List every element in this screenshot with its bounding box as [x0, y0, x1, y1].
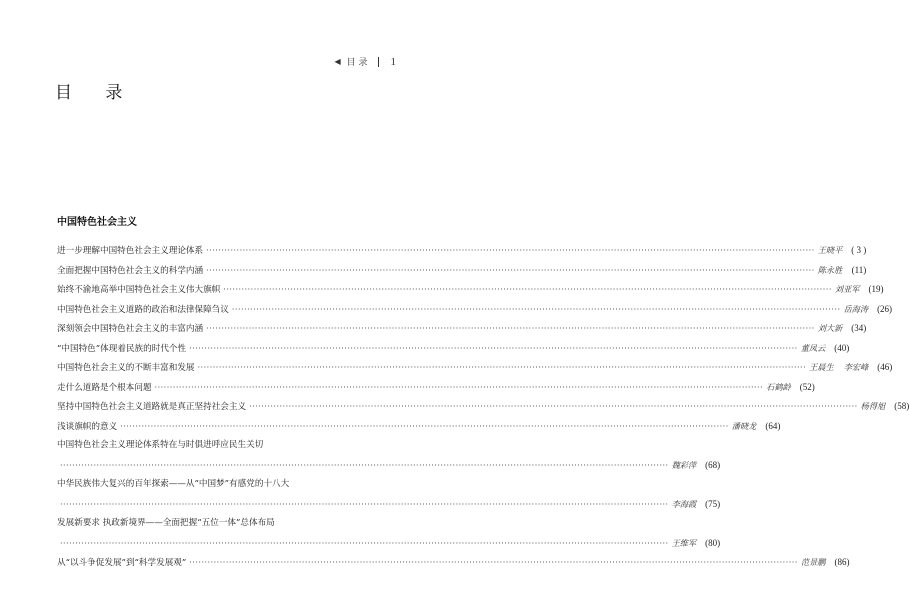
- toc-entry-title: 深刻领会中国特色社会主义的丰富内涵: [57, 324, 204, 334]
- toc-entry[interactable]: [57, 358, 893, 378]
- toc-entry-title: 进一步理解中国特色社会主义理论体系: [57, 246, 204, 256]
- leader-dots: ········································································································································································································: [206, 324, 815, 333]
- leader-dots: ········································································································································································································: [206, 265, 815, 275]
- toc-entry-title: 走什么道路是个根本问题: [57, 382, 152, 393]
- toc-entry-page: (19): [868, 284, 884, 294]
- toc-entry[interactable]: [57, 319, 867, 339]
- toc-entry-title: 发展新要求 执政新境界——全面把握“五位一体”总体布局: [57, 518, 275, 528]
- toc-entry-page: ( 3 ): [851, 245, 867, 255]
- toc-entry[interactable]: [57, 241, 867, 261]
- toc-entry-author: 潘晓龙: [731, 420, 757, 431]
- toc-entry-page: (80): [705, 537, 721, 548]
- toc-entry[interactable]: [57, 475, 377, 495]
- leader-dots: ········································································································································································································: [206, 246, 815, 255]
- toc-entry-title: 中国特色社会主义道路的政治和法律保障刍议: [57, 304, 229, 315]
- toc-entry[interactable]: [57, 378, 815, 398]
- toc-title: 目 录: [55, 83, 137, 103]
- toc-entry-page: (58): [894, 401, 909, 411]
- table-of-contents: [57, 241, 909, 573]
- toc-entry-title: 中华民族伟大复兴的百年探索——从“中国梦”有感党的十八大: [57, 479, 290, 489]
- leader-dots: ········································································································································································································: [120, 421, 729, 431]
- toc-entry[interactable]: [57, 397, 909, 417]
- toc-entry-page: (86): [834, 557, 850, 567]
- leader-dots: ········································································································································································································: [189, 558, 798, 567]
- toc-entry[interactable]: [57, 534, 721, 554]
- toc-entry-author: 刘亚军: [834, 284, 860, 294]
- toc-entry-title: 浅谈旗帜的意义: [57, 421, 118, 432]
- toc-entry[interactable]: [57, 436, 377, 456]
- toc-entry-author: 范景鹏: [800, 557, 826, 567]
- toc-entry-title: “中国特色”体现着民族的时代个性: [57, 343, 187, 354]
- toc-entry-title: 中国特色社会主义的不断丰富和发展: [57, 363, 195, 373]
- leader-dots: ········································································································································································································: [223, 285, 832, 294]
- toc-entry-page: (68): [705, 459, 721, 470]
- toc-entry[interactable]: [57, 514, 377, 534]
- toc-entry[interactable]: [57, 280, 884, 300]
- page-number: 1: [390, 55, 396, 68]
- toc-entry-title: 坚持中国特色社会主义道路就是真正坚持社会主义: [57, 402, 247, 412]
- leader-dots: ········································································································································································································: [60, 538, 669, 548]
- divider: [378, 57, 379, 67]
- leader-dots: ········································································································································································································: [60, 460, 669, 470]
- leader-dots: ········································································································································································································: [154, 382, 764, 392]
- toc-entry-author: 王晓平: [817, 245, 843, 255]
- toc-entry-page: (46): [877, 362, 893, 372]
- running-head-label: 目 录: [346, 58, 368, 68]
- toc-entry-author: 王维军: [671, 537, 697, 548]
- leader-dots: ········································································································································································································: [197, 363, 807, 372]
- leader-dots: ········································································································································································································: [231, 304, 841, 314]
- toc-entry[interactable]: [57, 261, 867, 281]
- toc-entry-coauthor: 王晨生: [809, 362, 834, 372]
- toc-entry-title: 中国特色社会主义理论体系特在与时俱进呼应民生关切: [57, 440, 264, 450]
- toc-entry-page: (34): [851, 323, 867, 333]
- leader-dots: ········································································································································································································: [189, 343, 798, 353]
- toc-entry[interactable]: [57, 456, 721, 476]
- toc-entry-author: 董凤云: [800, 342, 826, 353]
- toc-entry-page: (40): [834, 342, 850, 353]
- toc-entry-author: 岳海涛: [843, 303, 869, 314]
- toc-entry-author: 李宏峰: [843, 362, 869, 372]
- toc-entry-title: 从“以斗争促发展”到“科学发展观”: [57, 558, 187, 568]
- toc-entry-page: (75): [705, 498, 721, 509]
- toc-entry[interactable]: [57, 339, 850, 359]
- toc-entry-title: 全面把握中国特色社会主义的科学内涵: [57, 265, 204, 276]
- toc-entry[interactable]: [57, 417, 781, 437]
- toc-entry-page: (11): [851, 264, 867, 275]
- toc-entry-author: 刘大新: [817, 323, 843, 333]
- toc-entry-author: 魏彩萍: [671, 459, 697, 470]
- toc-entry[interactable]: [57, 495, 721, 515]
- section-title: 中国特色社会主义: [57, 217, 137, 228]
- toc-entry-author: 石鹤龄: [766, 381, 791, 392]
- toc-entry-author: 陈永胜: [817, 264, 843, 275]
- toc-entry-author: 李海霞: [671, 498, 697, 509]
- leader-dots: ········································································································································································································: [249, 402, 858, 411]
- toc-entry-page: (52): [799, 381, 815, 392]
- toc-entry-title: 始终不渝地高举中国特色社会主义伟大旗帜: [57, 285, 221, 295]
- triangle-left-icon: ◀: [334, 57, 341, 66]
- leader-dots: ········································································································································································································: [60, 499, 669, 509]
- toc-entry-page: (64): [765, 420, 781, 431]
- toc-entry[interactable]: [57, 553, 850, 573]
- toc-entry-author: 杨得旭: [860, 401, 886, 411]
- running-head: [334, 55, 396, 68]
- toc-entry[interactable]: [57, 300, 893, 320]
- toc-entry-page: (26): [877, 303, 893, 314]
